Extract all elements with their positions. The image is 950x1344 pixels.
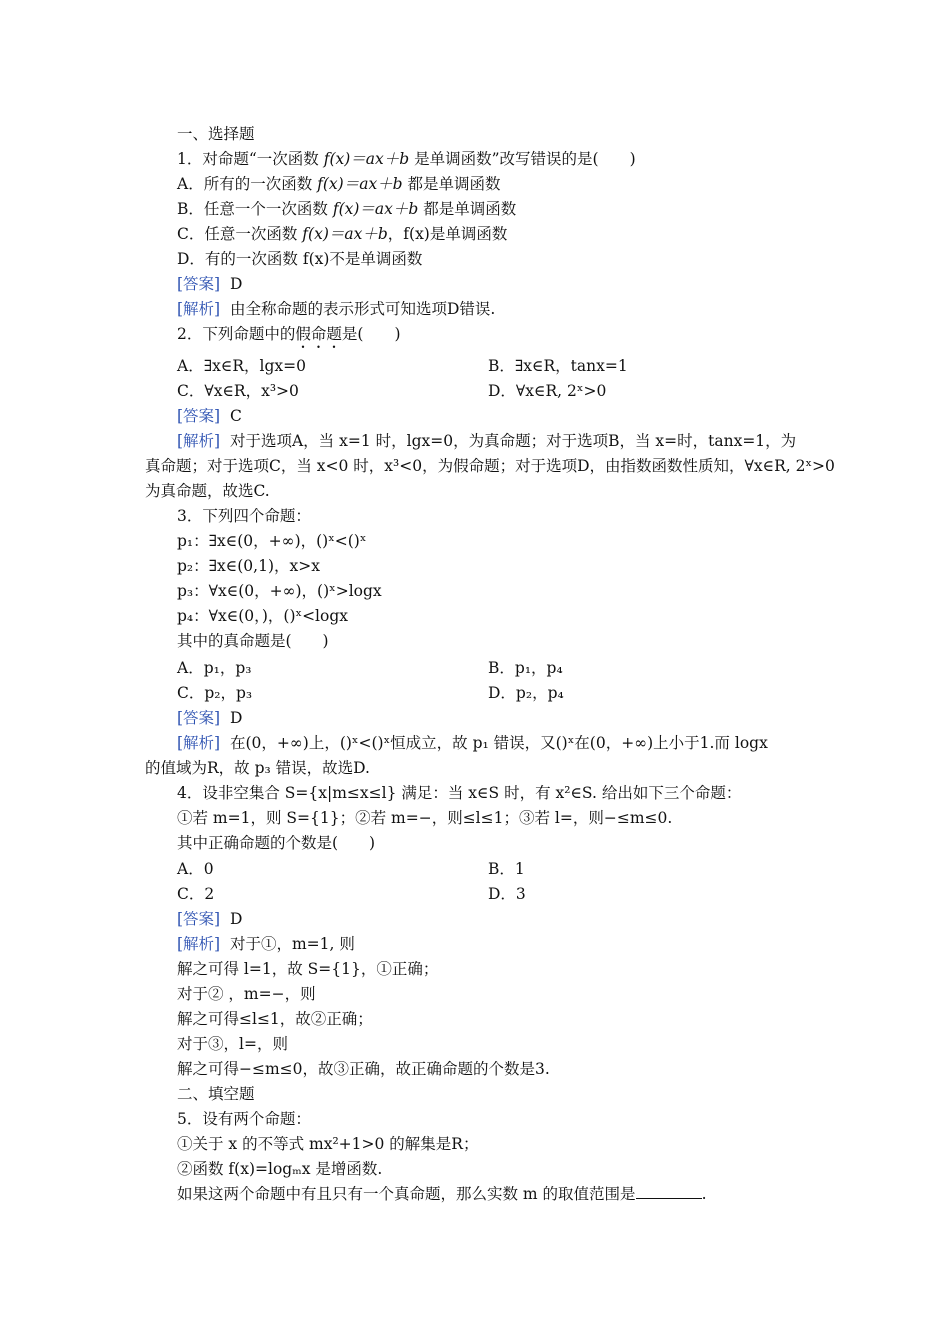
q3-stem: 3．下列四个命题： [177, 507, 311, 525]
q2-option-d: D．∀x∈R, 2ˣ>0 [488, 382, 607, 400]
q3-analysis-line1: [解析] 在(0，+∞)上，()ˣ<()ˣ恒成立，故 p₁ 错误，又()ˣ在(0，+∞)上小于1.而 logx [177, 734, 768, 752]
q1-answer: [答案] D [177, 275, 243, 293]
q5-condition-1: ①关于 x 的不等式 mx²+1>0 的解集是R； [177, 1135, 479, 1153]
q1-stem: 1．对命题“一次函数 f(x)＝ax＋b 是单调函数”改写错误的是( ) [177, 150, 636, 168]
analysis-label: [解析] [177, 300, 221, 318]
q4-option-b: B．1 [488, 860, 525, 878]
q4-analysis-line1: [解析] 对于①，m=1, 则 [177, 935, 355, 953]
q4-option-c: C．2 [177, 885, 215, 903]
q3-prop-p4: p₄：∀x∈(0，)，()ˣ<logx [177, 607, 349, 625]
q5-condition-2: ②函数 f(x)=logₘx 是增函数. [177, 1160, 383, 1178]
q3-ask: 其中的真命题是( ) [177, 632, 329, 650]
q3-prop-p1: p₁：∃x∈(0，+∞)，()ˣ<()ˣ [177, 532, 367, 550]
q3-option-b: B．p₁，p₄ [488, 659, 563, 677]
q4-analysis-line4: 解之可得≤l≤1，故②正确； [177, 1010, 373, 1028]
q2-answer: [答案] C [177, 407, 242, 425]
q4-ask: 其中正确命题的个数是( ) [177, 834, 376, 852]
q4-props: ①若 m=1，则 S={1}；②若 m=−，则≤l≤1；③若 l=，则−≤m≤0. [177, 809, 673, 827]
q2-analysis-line1: [解析] 对于选项A，当 x=1 时，lgx=0，为真命题；对于选项B，当 x=时，tanx=1，为 [177, 432, 797, 450]
q1-option-a: A．所有的一次函数 f(x)＝ax＋b 都是单调函数 [177, 175, 501, 193]
q2-option-c: C．∀x∈R，x³>0 [177, 382, 299, 400]
q3-option-c: C．p₂，p₃ [177, 684, 253, 702]
q3-answer: [答案] D [177, 709, 243, 727]
answer-blank[interactable] [636, 1184, 702, 1199]
q3-analysis-line2: 的值域为R，故 p₃ 错误，故选D. [145, 759, 370, 777]
section-heading-choice: 一、选择题 [177, 125, 255, 143]
answer-label: [答案] [177, 275, 221, 293]
q2-emphasis: 假命题 [295, 325, 342, 343]
q2-option-a: A．∃x∈R，lgx=0 [177, 357, 306, 375]
q2-option-b: B．∃x∈R，tanx=1 [488, 357, 628, 375]
q4-option-d: D．3 [488, 885, 526, 903]
q4-analysis-line3: 对于② ，m=−，则 [177, 985, 316, 1003]
q1-option-b: B．任意一个一次函数 f(x)＝ax＋b 都是单调函数 [177, 200, 517, 218]
q1-option-d: D．有的一次函数 f(x)不是单调函数 [177, 250, 423, 268]
q4-answer: [答案] D [177, 910, 243, 928]
section-heading-fill: 二、填空题 [177, 1085, 255, 1103]
q4-analysis-line5: 对于③，l=，则 [177, 1035, 288, 1053]
q1-analysis: [解析] 由全称命题的表示形式可知选项D错误. [177, 300, 496, 318]
q5-stem: 5．设有两个命题： [177, 1110, 311, 1128]
q2-analysis-line3: 为真命题，故选C. [145, 482, 270, 500]
q2-stem: 2．下列命题中的假命题是( ) [177, 325, 401, 343]
q1-option-c: C．任意一次函数 f(x)＝ax＋b，f(x)是单调函数 [177, 225, 508, 243]
q4-option-a: A．0 [177, 860, 214, 878]
q2-analysis-line2: 真命题；对于选项C，当 x<0 时，x³<0，为假命题；对于选项D，由指数函数性质知，∀x∈R, 2ˣ>0 [145, 457, 835, 475]
q3-prop-p2: p₂：∃x∈(0,1)，x>x [177, 557, 320, 575]
q3-option-d: D．p₂，p₄ [488, 684, 564, 702]
q4-analysis-line6: 解之可得−≤m≤0，故③正确，故正确命题的个数是3. [177, 1060, 550, 1078]
q3-prop-p3: p₃：∀x∈(0，+∞)，()ˣ>logx [177, 582, 382, 600]
q3-option-a: A．p₁，p₃ [177, 659, 252, 677]
q4-stem: 4．设非空集合 S={x|m≤x≤l} 满足：当 x∈S 时，有 x²∈S. 给出如下三个命题： [177, 784, 742, 802]
q4-analysis-line2: 解之可得 l=1，故 S={1}，①正确； [177, 960, 439, 978]
q5-ask: 如果这两个命题中有且只有一个真命题，那么实数 m 的取值范围是 . [177, 1185, 707, 1203]
q1-formula: f(x)＝ax＋b [323, 150, 410, 168]
